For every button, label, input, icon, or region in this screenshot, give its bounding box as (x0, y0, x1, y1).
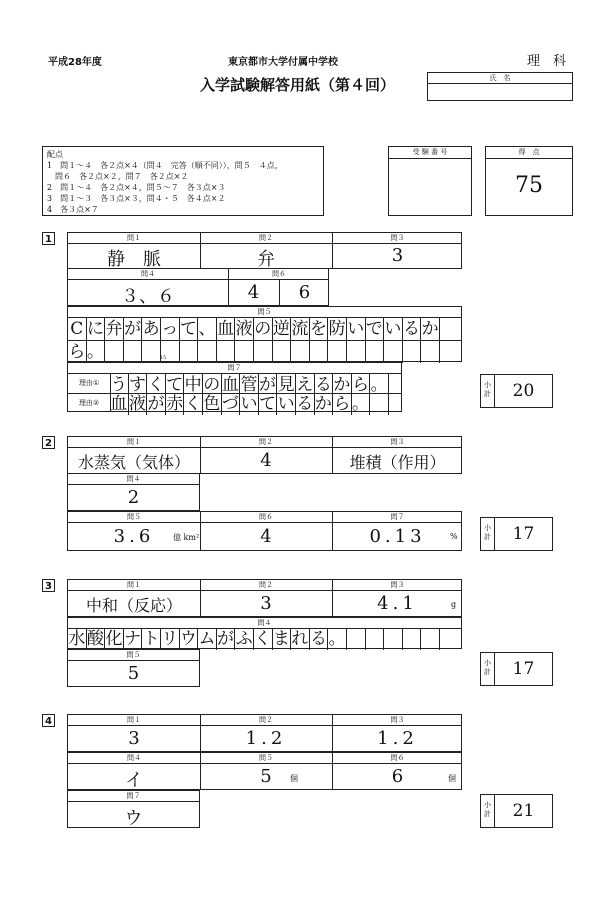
q4-h2: 問２ (259, 716, 273, 724)
q2-answer-2[interactable]: 4 (260, 450, 272, 471)
q2-h4: 問４ (126, 475, 141, 483)
answer-grid-cell[interactable]: い (347, 319, 365, 339)
q1-q5-row2[interactable] (68, 341, 440, 363)
q4-h4: 問４ (127, 754, 141, 762)
q3-answer-5[interactable]: 5 (127, 663, 140, 684)
scoring-line: 2 問１～４ 各２点×４，問５～７ 各３点×３ (47, 183, 226, 192)
q1-h4: 問４ (141, 270, 155, 278)
answer-grid-cell[interactable]: て (259, 394, 277, 414)
scoring-line: 1 問１～４ 各２点×４（問４ 完答（順不同）），問５ ４点， (47, 161, 283, 170)
answer-grid-cell[interactable]: れ (291, 629, 309, 649)
answer-grid-cell[interactable]: か (421, 319, 439, 339)
answer-grid-cell[interactable] (254, 341, 273, 363)
subtotal-label: 小計 (481, 653, 495, 685)
question-number-1: 1 (42, 232, 55, 245)
q4-row-c (67, 790, 200, 828)
q1-h2: 問２ (259, 234, 273, 242)
q3-subtotal-box (480, 652, 553, 686)
q4-answer-2[interactable]: 1.2 (245, 728, 287, 749)
q1-row-a (67, 232, 462, 269)
answer-grid-cell[interactable]: 。 (370, 375, 388, 395)
q1-answer-3[interactable]: 3 (391, 245, 404, 266)
answer-grid-cell[interactable]: が (217, 629, 235, 649)
answer-grid-cell[interactable]: 。 (328, 629, 346, 649)
q4-h7: 問７ (126, 792, 141, 800)
answer-grid-cell[interactable]: 中 (184, 375, 202, 395)
q1-q5-box (67, 306, 462, 362)
answer-grid-cell[interactable]: 防 (328, 319, 346, 339)
q3-unit-3: g (451, 600, 457, 609)
answer-grid-cell[interactable]: 。 (352, 394, 370, 414)
answer-grid-cell[interactable]: 液 (128, 394, 146, 414)
q1-h5: 問５ (257, 308, 272, 316)
answer-grid-cell[interactable] (273, 341, 292, 363)
q3-q4-box (67, 617, 462, 649)
answer-grid-cell[interactable]: る (296, 394, 314, 414)
answer-grid-cell[interactable]: 血 (221, 375, 239, 395)
answer-grid-cell[interactable]: づ (221, 394, 239, 414)
q2-answer-5[interactable]: 3.6 (113, 526, 155, 547)
q1-row-b (67, 268, 329, 306)
answer-grid-cell[interactable]: ま (272, 629, 290, 649)
q2-row-a (67, 436, 462, 474)
q3-h4: 問４ (257, 619, 272, 627)
answer-grid-cell[interactable]: ら (68, 342, 86, 362)
q3-subtotal: 17 (512, 659, 535, 679)
name-label: 氏 名 (489, 74, 511, 82)
answer-grid-cell[interactable] (124, 341, 143, 363)
q2-h2: 問２ (259, 438, 273, 446)
answer-grid-cell[interactable]: ム (198, 629, 216, 649)
exam-number-label: 受 験 番 号 (412, 148, 448, 156)
q4-h5: 問５ (259, 754, 273, 762)
subtotal-label: 小計 (481, 375, 495, 407)
q2-subtotal-box (480, 517, 553, 551)
answer-grid-cell[interactable] (366, 341, 385, 363)
answer-grid-cell[interactable]: く (184, 394, 202, 414)
q2-answer-3[interactable]: 堆積（作用） (349, 453, 446, 472)
q1-subtotal: 20 (512, 381, 535, 401)
q2-answer-6[interactable]: 4 (260, 526, 272, 547)
answer-grid-cell[interactable] (421, 628, 440, 650)
q1-answer-6a[interactable]: 4 (247, 282, 260, 303)
answer-grid-cell[interactable]: 化 (105, 629, 123, 649)
answer-grid-cell[interactable]: 液 (235, 319, 253, 339)
answer-grid-cell[interactable] (291, 341, 310, 363)
q1-answer-4[interactable]: ３、６ (121, 286, 175, 307)
answer-grid-cell[interactable] (347, 628, 366, 650)
scoring-box (42, 146, 324, 216)
subject-label: 理 科 (527, 54, 567, 69)
answer-grid-cell[interactable]: C (68, 318, 87, 340)
answer-grid-cell[interactable]: る (402, 319, 420, 339)
q4-answer-5[interactable]: 5 (260, 766, 272, 787)
q1-answer-1[interactable]: 静 脈 (107, 249, 161, 270)
answer-grid-cell[interactable]: 赤 (166, 394, 184, 414)
answer-grid-cell[interactable]: ら (352, 375, 370, 395)
answer-grid-cell[interactable] (105, 341, 124, 363)
q4-subtotal-box (480, 794, 553, 828)
answer-grid-cell[interactable] (366, 628, 385, 650)
q4-row-a (67, 714, 462, 752)
answer-grid-cell[interactable]: が (259, 375, 277, 395)
answer-grid-cell[interactable]: 流 (291, 319, 309, 339)
answer-grid-cell[interactable]: る (310, 629, 328, 649)
answer-grid-cell[interactable]: に (86, 319, 104, 339)
answer-grid-cell[interactable]: い (384, 319, 402, 339)
question-number-3: 3 (42, 579, 55, 592)
answer-grid-cell[interactable]: る (314, 375, 332, 395)
answer-grid-cell[interactable]: て (166, 375, 184, 395)
answer-grid-cell[interactable]: 見 (277, 375, 295, 395)
answer-grid-cell[interactable]: 血 (110, 394, 128, 414)
answer-grid-cell[interactable] (347, 341, 366, 363)
q1-h1: 問１ (127, 234, 141, 242)
q4-unit-6: 個 (448, 774, 456, 783)
q3-answer-1[interactable]: 中和（反応） (85, 596, 182, 615)
q2-answer-1[interactable]: 水蒸気（気体） (77, 453, 190, 472)
answer-grid-cell[interactable]: の (254, 319, 272, 339)
answer-grid-cell[interactable]: え (296, 375, 314, 395)
answer-grid-cell[interactable] (142, 341, 161, 363)
score-label: 得 点 (518, 148, 540, 156)
answer-grid-cell[interactable]: す (128, 375, 146, 395)
subtotal-label: 小計 (481, 518, 495, 550)
exam-number-box[interactable] (388, 146, 472, 216)
answer-grid-cell[interactable]: い (240, 394, 258, 414)
answer-grid-cell[interactable] (198, 341, 217, 363)
answer-grid-cell[interactable]: で (365, 319, 383, 339)
q1-reason2-label: 理由② (78, 399, 100, 407)
q4-answer-1[interactable]: 3 (128, 728, 140, 749)
answer-grid-cell[interactable]: く (147, 375, 165, 395)
answer-grid-cell[interactable]: あ (142, 319, 160, 339)
answer-grid-cell[interactable]: っ (161, 319, 179, 339)
q1-q5-row1[interactable] (68, 318, 440, 340)
answer-grid-cell[interactable]: て (179, 319, 197, 339)
answer-grid-cell[interactable]: 水 (68, 629, 86, 649)
answer-grid-cell[interactable] (403, 341, 422, 363)
q1-q7-box (67, 362, 402, 412)
q2-h6: 問６ (259, 513, 273, 521)
q3-h2: 問２ (259, 581, 273, 589)
answer-grid-cell[interactable] (180, 341, 199, 363)
answer-grid-cell[interactable]: う (110, 375, 128, 395)
scoring-title: 配点 (47, 150, 63, 159)
q4-answer-4[interactable]: イ (125, 770, 143, 791)
answer-grid-cell[interactable]: 弁 (105, 319, 123, 339)
answer-grid-cell[interactable] (421, 341, 440, 363)
scoring-line: 3 問１～３ 各３点×３，問４・５ 各４点×２ (47, 194, 226, 203)
q4-answer-6[interactable]: 6 (391, 766, 404, 787)
answer-grid-cell[interactable] (370, 393, 389, 415)
q2-subtotal: 17 (512, 524, 535, 544)
answer-grid-cell[interactable]: 逆 (272, 319, 290, 339)
q4-answer-3[interactable]: 1.2 (377, 728, 418, 749)
answer-grid-cell[interactable]: 。 (86, 342, 104, 362)
q4-row-b (67, 752, 462, 790)
q1-h7: 問７ (227, 364, 242, 372)
answer-grid-cell[interactable] (310, 341, 329, 363)
q2-h7: 問７ (390, 513, 405, 521)
answer-grid-cell[interactable]: 色 (203, 394, 221, 414)
q2-unit-7: % (450, 532, 458, 541)
answer-grid-cell[interactable]: が (124, 319, 142, 339)
q3-row-c (67, 649, 200, 687)
q1-h6: 問６ (272, 270, 286, 278)
q3-h5: 問５ (126, 651, 141, 659)
answer-grid-cell[interactable] (217, 341, 236, 363)
q1-reason2-grid[interactable] (110, 393, 389, 415)
answer-grid-cell[interactable]: ウ (179, 629, 197, 649)
answer-grid-cell[interactable]: ナ (124, 629, 142, 649)
answer-grid-cell[interactable]: ふ (235, 629, 253, 649)
page-title: 入学試験解答用紙（第４回） (200, 76, 396, 94)
q1-reason1-label: 理由① (78, 379, 100, 387)
exam-year: 平成28年度 (48, 57, 102, 68)
score-value: 75 (515, 173, 543, 198)
score-box (485, 146, 573, 216)
q2-answer-7[interactable]: 0.13 (369, 526, 426, 547)
answer-grid-cell[interactable] (403, 628, 422, 650)
answer-grid-cell[interactable]: か (314, 394, 332, 414)
answer-grid-cell[interactable]: ら (333, 394, 351, 414)
q3-h3: 問３ (390, 581, 405, 589)
q3-q4-grid[interactable] (68, 628, 440, 650)
q3-h1: 問１ (127, 581, 141, 589)
scoring-line: 問６ 各２点×２，問７ 各２点×２ (47, 172, 189, 181)
answer-grid-cell[interactable]: 、 (198, 319, 216, 339)
char-count-mark: 15 (160, 355, 167, 361)
q3-row-a (67, 579, 462, 617)
answer-grid-cell[interactable]: 管 (240, 375, 258, 395)
q4-h1: 問１ (127, 716, 141, 724)
q4-subtotal: 21 (512, 801, 535, 821)
answer-grid-cell[interactable]: リ (161, 629, 179, 649)
answer-grid-cell[interactable] (328, 341, 347, 363)
q2-h3: 問３ (390, 438, 405, 446)
name-box[interactable] (427, 72, 573, 101)
answer-grid-cell[interactable] (384, 341, 403, 363)
q4-h3: 問３ (390, 716, 405, 724)
scoring-line: 4 各３点×７ (47, 205, 99, 214)
question-number-2: 2 (42, 436, 55, 449)
answer-grid-cell[interactable]: か (333, 375, 351, 395)
q1-subtotal-box (480, 374, 553, 408)
question-number-4: 4 (42, 714, 55, 727)
answer-grid-cell[interactable]: 血 (217, 319, 235, 339)
subtotal-label: 小計 (481, 795, 495, 827)
q2-h5: 問５ (127, 513, 141, 521)
q2-h1: 問１ (127, 438, 141, 446)
q4-h6: 問６ (390, 754, 405, 762)
answer-grid-cell[interactable]: 酸 (86, 629, 104, 649)
q4-answer-7[interactable]: ウ (124, 808, 143, 829)
q3-answer-3[interactable]: 4.1 (377, 593, 418, 614)
school-name: 東京都市大学付属中学校 (228, 57, 338, 68)
q2-row-b (67, 473, 200, 511)
answer-grid-cell[interactable]: く (254, 629, 272, 649)
q3-answer-2[interactable]: 3 (260, 593, 272, 614)
answer-grid-cell[interactable]: の (203, 375, 221, 395)
answer-grid-cell[interactable]: が (147, 394, 165, 414)
q2-answer-4[interactable]: 2 (127, 487, 140, 508)
q2-row-c (67, 511, 462, 551)
q4-unit-5: 個 (290, 774, 298, 783)
answer-grid-cell[interactable] (235, 341, 254, 363)
answer-grid-cell[interactable]: い (277, 394, 295, 414)
q1-answer-6b[interactable]: 6 (298, 282, 311, 303)
q2-unit-5: 億 km² (173, 533, 200, 542)
answer-grid-cell[interactable]: を (310, 319, 328, 339)
answer-grid-cell[interactable]: ト (142, 629, 160, 649)
q1-h3: 問３ (390, 234, 405, 242)
answer-grid-cell[interactable] (384, 628, 403, 650)
q1-answer-2[interactable]: 弁 (257, 249, 275, 270)
